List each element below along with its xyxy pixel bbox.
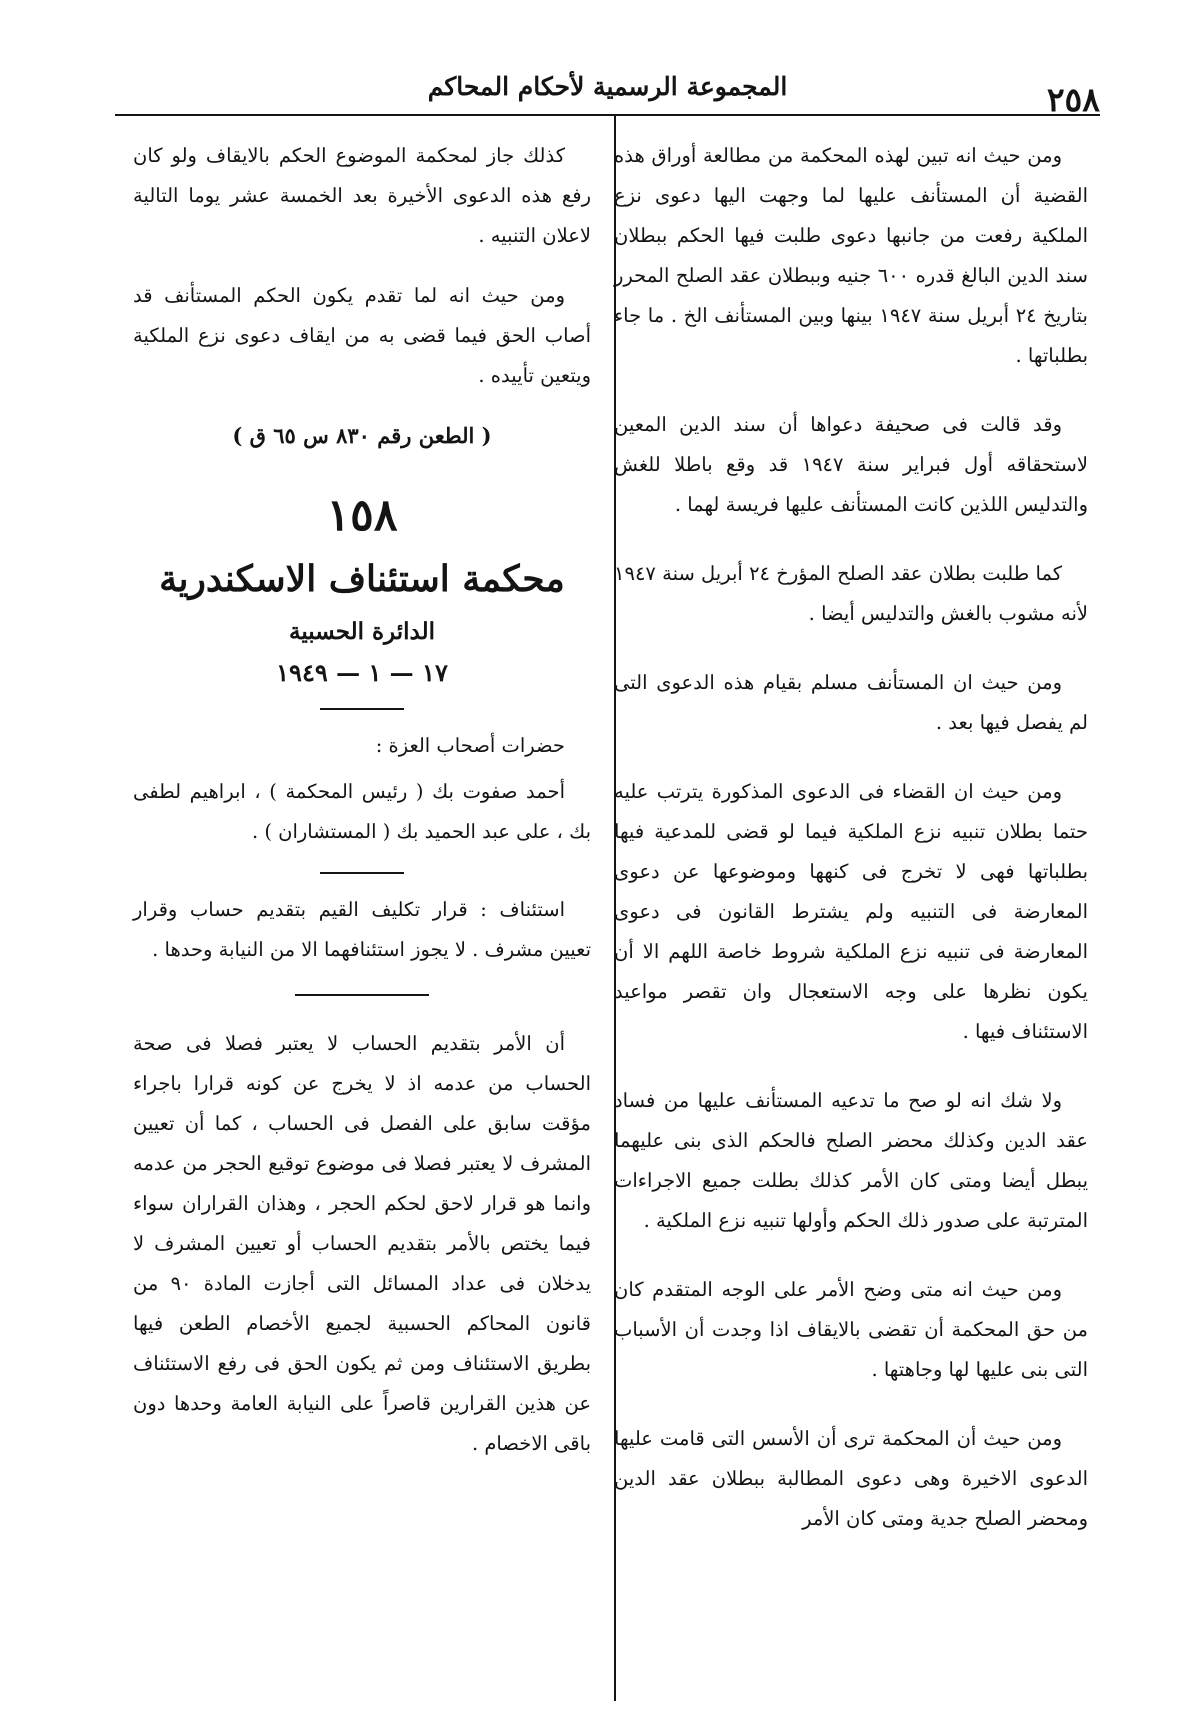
court-circuit: الدائرة الحسبية [289,618,435,645]
paragraph: ومن حيث انه تبين لهذه المحكمة من مطالعة أوراق هذه القضية أن المستأنف عليها لما وجهت اليها دعوى نزع الملكية رفعت من جانبها دعوى طلبت فيها الحكم ببطلان سند الدين البالغ قدره ٦٠٠ جنيه وببطلان عقد الصلح المحرر بتاريخ ٢٤ أبريل سنة ١٩٤٧ بينها وبين المستأنف الخ . ما جاء بطلباتها . [614,144,1088,367]
section-divider [295,994,429,996]
header-rule [115,114,1100,116]
journal-title: المجموعة الرسمية لأحكام المحاكم [427,72,788,101]
paragraph: ومن حيث انه متى وضح الأمر على الوجه المتقدم كان من حق المحكمة أن تقضى بالايقاف اذا وجدت أن الأسباب التى بنى عليها لها وجاهتها . [614,1278,1088,1381]
section-divider [320,708,404,710]
judgment-date: ١٧ — ١ — ١٩٤٩ [276,658,448,687]
right-column [614,136,1088,1568]
case-number: ١٥٨ [326,490,398,541]
judges-list: أحمد صفوت بك ( رئيس المحكمة ) ، ابراهيم لطفى بك ، على عبد الحميد بك ( المستشاران ) . [133,780,591,843]
headnote: استئناف : قرار تكليف القيم بتقديم حساب وقرار تعيين مشرف . لا يجوز استئنافهما الا من النيابة وحدها . [133,898,591,961]
court-name: محكمة استئناف الاسكندرية [159,558,565,600]
section-divider [320,872,404,874]
case-reference: ( الطعن رقم ٨٣٠ س ٦٥ ق ) [232,423,492,448]
legal-summary: أن الأمر بتقديم الحساب لا يعتبر فصلا فى صحة الحساب من عدمه اذ لا يخرج عن كونه قرارا باجراء مؤقت سابق على الفصل فى الحساب ، كما أن تعيين المشرف لا يعتبر فصلا فى موضوع توقيع الحجر من عدمه وانما هو قرار لاحق لحكم الحجر ، وهذان القراران سواء فيما يختص بالأمر بتقديم الحساب أو تعيين المشرف لا يدخلان فى عداد المسائل التى أجازت المادة ٩٠ من قانون المحاكم الحسبية لجميع الأخصام الطعن فيها بطريق الاستئناف ومن ثم يكون الحق فى رفع الاستئناف عن هذين القرارين قاصراً على النيابة العامة وحدها دون باقى الاخصام . [133,1032,591,1455]
paragraph: كما طلبت بطلان عقد الصلح المؤرخ ٢٤ أبريل سنة ١٩٤٧ لأنه مشوب بالغش والتدليس أيضا . [614,562,1088,625]
paragraph: كذلك جاز لمحكمة الموضوع الحكم بالايقاف ولو كان رفع هذه الدعوى الأخيرة بعد الخمسة عشر يوما التالية لاعلان التنبيه . [133,144,591,247]
paragraph: ومن حيث أن المحكمة ترى أن الأسس التى قامت عليها الدعوى الاخيرة وهى دعوى المطالبة ببطلان عقد الدين ومحضر الصلح جدية ومتى كان الأمر [614,1427,1088,1530]
paragraph: ومن حيث انه لما تقدم يكون الحكم المستأنف قد أصاب الحق فيما قضى به من ايقاف دعوى نزع الملكية ويتعين تأييده . [133,284,591,387]
paragraph: ومن حيث ان المستأنف مسلم بقيام هذه الدعوى التى لم يفصل فيها بعد . [614,671,1088,734]
judges-heading: حضرات أصحاب العزة : [375,734,565,757]
paragraph: ومن حيث ان القضاء فى الدعوى المذكورة يترتب عليه حتما بطلان تنبيه نزع الملكية فيما لو قضى للمدعية فيها بطلباتها فهى لا تخرج فى كنهها وموضوعها عن دعوى المعارضة فى التنبيه ولم يشترط القانون فى دعوى المعارضة فى تنبيه نزع الملكية شروط خاصة اللهم الا أن يكون نظرها على وجه الاستعجال وان تقصر مواعيد الاستئناف فيها . [614,780,1088,1043]
page-number: ٢٥٨ [1046,80,1100,119]
paragraph: وقد قالت فى صحيفة دعواها أن سند الدين المعين لاستحقاقه أول فبراير سنة ١٩٤٧ قد وقع باطلا للغش والتدليس اللذين كانت المستأنف عليها فريسة لهما . [614,413,1088,516]
page-header [115,58,1100,119]
paragraph: ولا شك انه لو صح ما تدعيه المستأنف عليها من فساد عقد الدين وكذلك محضر الصلح فالحكم الذى بنى عليهما يبطل أيضا ومتى كان الأمر كذلك بطلت جميع الاجراءات المترتبة على صدور ذلك الحكم وأولها تنبيه نزع الملكية . [614,1089,1088,1232]
left-column [133,136,591,1493]
